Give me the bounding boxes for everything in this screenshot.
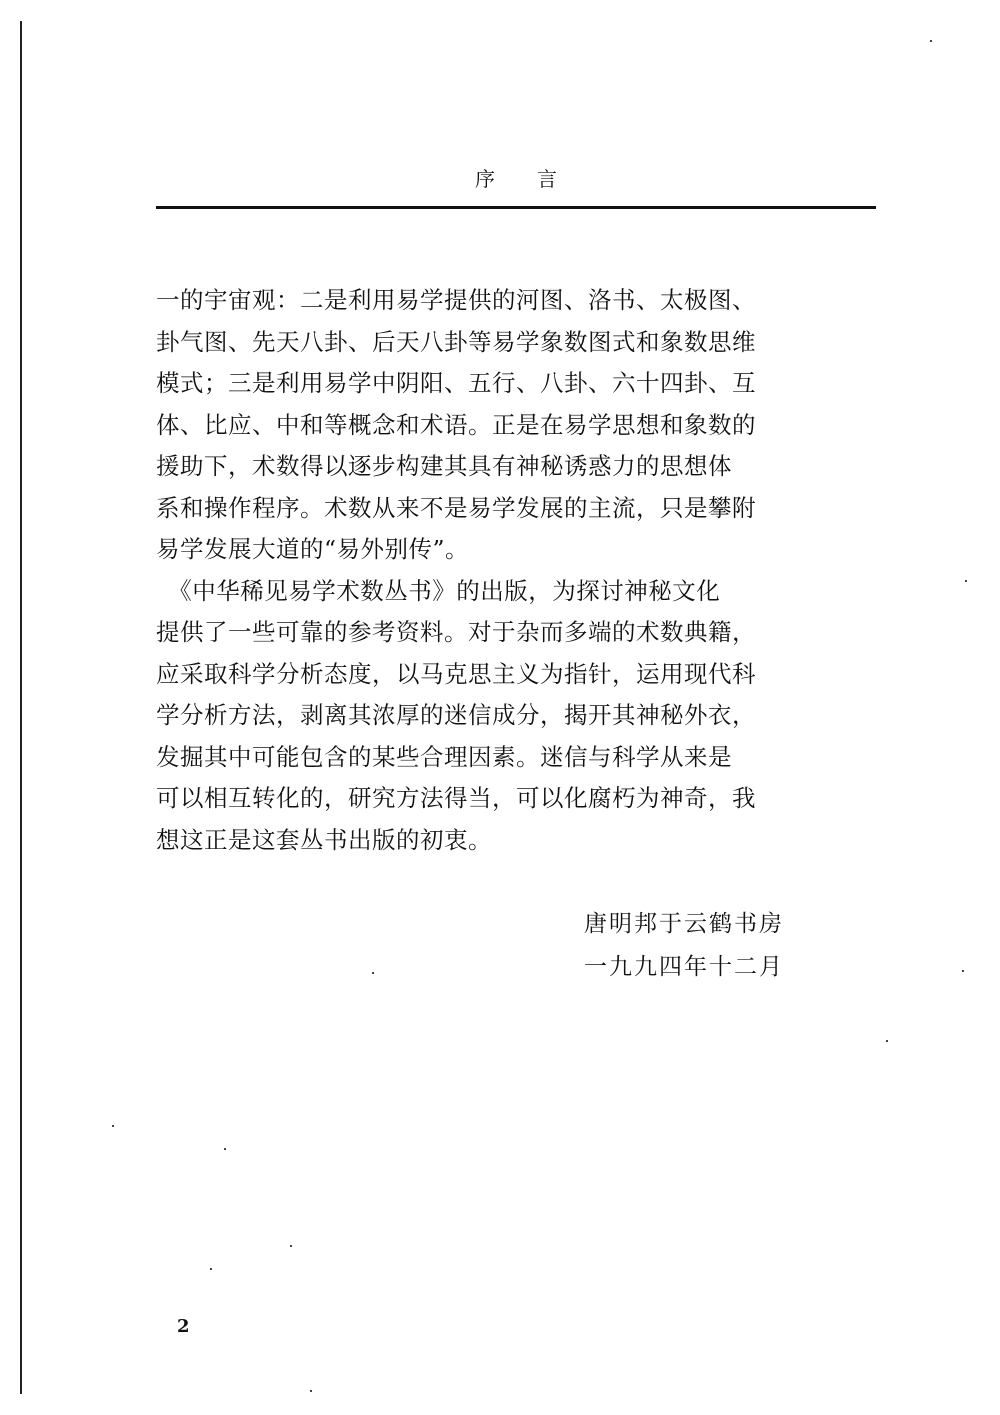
scan-speck bbox=[224, 1148, 226, 1150]
text-line: 体、比应、中和等概念和术语。正是在易学思想和象数的 bbox=[156, 410, 756, 439]
text-line: 易学发展大道的“易外别传”。 bbox=[156, 535, 470, 563]
text-line: 应采取科学分析态度，以马克思主义为指针，运用现代科 bbox=[156, 659, 756, 688]
text-line: 援助下，术数得以逐步构建其具有神秘诱惑力的思想体 bbox=[156, 452, 732, 480]
text-line: 一的宇宙观：二是利用易学提供的河图、洛书、太极图、 bbox=[156, 286, 756, 314]
text-line: 可以相互转化的，研究方法得当，可以化腐朽为神奇，我 bbox=[156, 784, 756, 812]
scan-speck bbox=[930, 40, 932, 42]
running-header bbox=[156, 166, 876, 210]
page-binding-edge bbox=[20, 21, 22, 1394]
scan-speck bbox=[962, 970, 964, 972]
page-number: 2 bbox=[177, 1316, 190, 1337]
body-text bbox=[156, 280, 876, 861]
text-line: 想这正是这套丛书出版的初衷。 bbox=[156, 825, 492, 854]
scan-speck bbox=[210, 1268, 212, 1270]
signature-author: 唐明邦于云鹤书房 bbox=[584, 911, 784, 937]
scan-speck bbox=[290, 1245, 292, 1247]
text-line: 发掘其中可能包含的某些合理因素。迷信与科学从来是 bbox=[156, 742, 732, 771]
text-line: 模式；三是利用易学中阴阳、五行、八卦、六十四卦、互 bbox=[156, 369, 756, 397]
paragraph-2 bbox=[156, 571, 876, 862]
text-line: 卦气图、先天八卦、后天八卦等易学象数图式和象数思维 bbox=[156, 327, 756, 356]
scan-speck bbox=[372, 972, 374, 974]
header-rule bbox=[156, 206, 876, 209]
paragraph-1 bbox=[156, 280, 876, 571]
scan-speck bbox=[886, 1040, 888, 1042]
scan-speck bbox=[965, 580, 967, 582]
text-line: 系和操作程序。术数从来不是易学发展的主流，只是攀附 bbox=[156, 493, 756, 522]
signature-block bbox=[584, 903, 784, 989]
header-title: 序言 bbox=[475, 167, 599, 191]
text-line: 《中华稀见易学术数丛书》的出版，为探讨神秘文化 bbox=[156, 576, 721, 605]
signature-date: 一九九四年十二月 bbox=[584, 954, 784, 980]
text-line: 提供了一些可靠的参考资料。对于杂而多端的术数典籍， bbox=[156, 618, 756, 646]
text-line: 学分析方法，剥离其浓厚的迷信成分，揭开其神秘外衣， bbox=[156, 701, 756, 729]
scan-speck bbox=[310, 1390, 312, 1392]
scan-speck bbox=[112, 1125, 114, 1127]
